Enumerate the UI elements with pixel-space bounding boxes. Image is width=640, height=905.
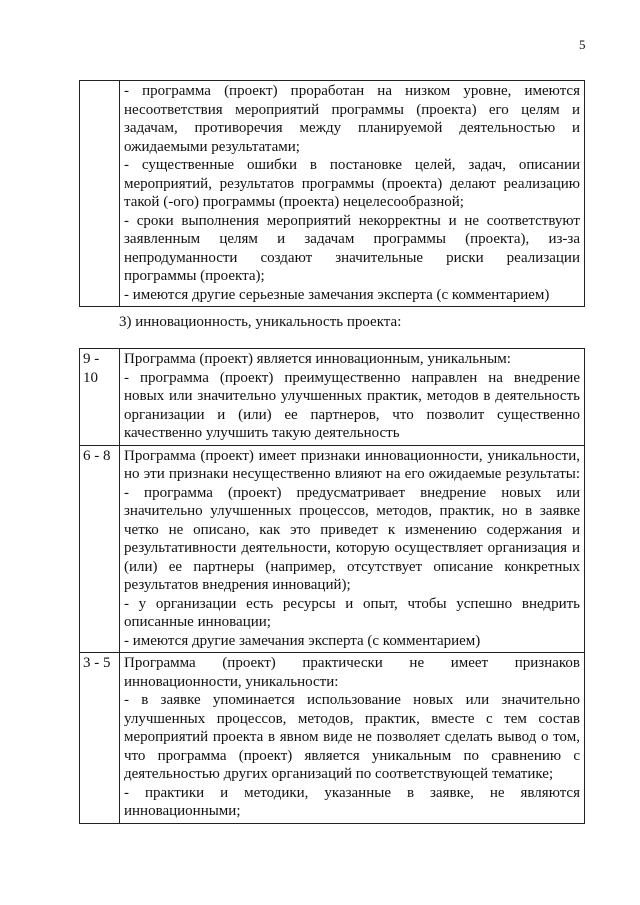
text-line: - существенные ошибки в постановке целей, задач, описании — [124, 157, 580, 173]
text-line: - у организации есть ресурсы и опыт, чтобы успешно внедрить — [124, 595, 580, 612]
description-cell — [120, 349, 585, 446]
text-line: - имеются другие серьезные замечания эксперта (с комментарием) — [124, 286, 550, 303]
text-line: улучшенных процессов, методов, практик, вместе с тем состав — [124, 710, 580, 727]
text-line: - программа (проект) преимущественно направлен на внедрение — [124, 369, 580, 386]
text-line: - программа (проект) предусматривает внедрение новых или — [124, 484, 580, 501]
text-line: - сроки выполнения мероприятий некорректны и не соответствуют — [124, 212, 580, 229]
text-line: заявленным целям и задачам программы (проекта), из-за — [124, 231, 580, 247]
criteria-table-continued — [79, 80, 585, 307]
text-line: несоответствия мероприятий программы (проекта) его целям и — [124, 101, 580, 118]
text-line: значительно улучшенных процессов, методов, практик, но в заявке — [124, 503, 580, 519]
table-row — [80, 445, 585, 653]
text-line: новых или значительно улучшенных практик, методов в деятельность — [124, 388, 580, 404]
text-line: - имеются другие замечания эксперта (с комментарием) — [124, 632, 481, 649]
text-line: но эти признаки несущественно влияют на его ожидаемые результаты: — [124, 466, 580, 482]
text-line: непродуманности создают значительные риски реализации — [124, 249, 580, 266]
text-line: инновационности, уникальности: — [124, 673, 339, 690]
description-cell — [120, 445, 585, 653]
description-cell — [120, 81, 585, 307]
text-line: деятельностью других организаций по соответствующей тематике; — [124, 766, 554, 782]
text-line: качественно улучшить такую деятельность — [124, 425, 400, 441]
text-line: четко не описано, как это приведет к изменению содержания и — [124, 521, 580, 538]
criteria-table-innovation — [79, 348, 585, 824]
description-cell — [120, 653, 585, 824]
text-line: описанные инновации; — [124, 614, 271, 630]
text-line: что программа (проект) является уникальным по сравнению с — [124, 747, 580, 764]
text-line: такой (-ого) программы (проекта) нецелесообразной; — [124, 194, 464, 210]
text-line: - программа (проект) проработан на низком уровне, имеются — [124, 83, 580, 99]
score-cell: 3 - 5 — [80, 653, 120, 824]
text-line: (или) ее партнеры (например, отсутствует описание конкретных — [124, 558, 580, 575]
text-line: - в заявке упоминается использование новых или значительно — [124, 692, 580, 708]
score-cell: 9 - 10 — [80, 349, 120, 446]
score-cell — [80, 81, 120, 307]
text-line: ожидаемыми результатами; — [124, 138, 300, 155]
text-line: Программа (проект) практически не имеет признаков — [124, 655, 580, 671]
text-line: мероприятий проекта в явном виде не позволяет сделать вывод о том, — [124, 729, 580, 745]
text-line: результативности деятельности, которую осуществляет организация и — [124, 540, 580, 556]
text-line: организации и (или) ее партнеров, что позволит существенно — [124, 406, 580, 423]
text-line: Программа (проект) является инновационным, уникальным: — [124, 351, 511, 367]
text-line: мероприятий, результатов программы (проекта) делают реализацию — [124, 175, 580, 192]
page-number: 5 — [579, 37, 586, 52]
score-cell: 6 - 8 — [80, 445, 120, 653]
table-row — [80, 81, 585, 307]
text-line: - практики и методики, указанные в заявке, не являются — [124, 784, 580, 801]
text-line: инновационными; — [124, 803, 241, 819]
table-row — [80, 349, 585, 446]
section-heading: 3) инновационность, уникальность проекта: — [119, 314, 402, 330]
text-line: результатов внедрения инноваций); — [124, 577, 351, 593]
text-line: задачам, противоречия между планируемой деятельностью и — [124, 120, 580, 136]
text-line: программы (проекта); — [124, 268, 265, 284]
text-line: Программа (проект) имеет признаки инновационности, уникальности, — [124, 447, 580, 464]
table-row — [80, 653, 585, 824]
